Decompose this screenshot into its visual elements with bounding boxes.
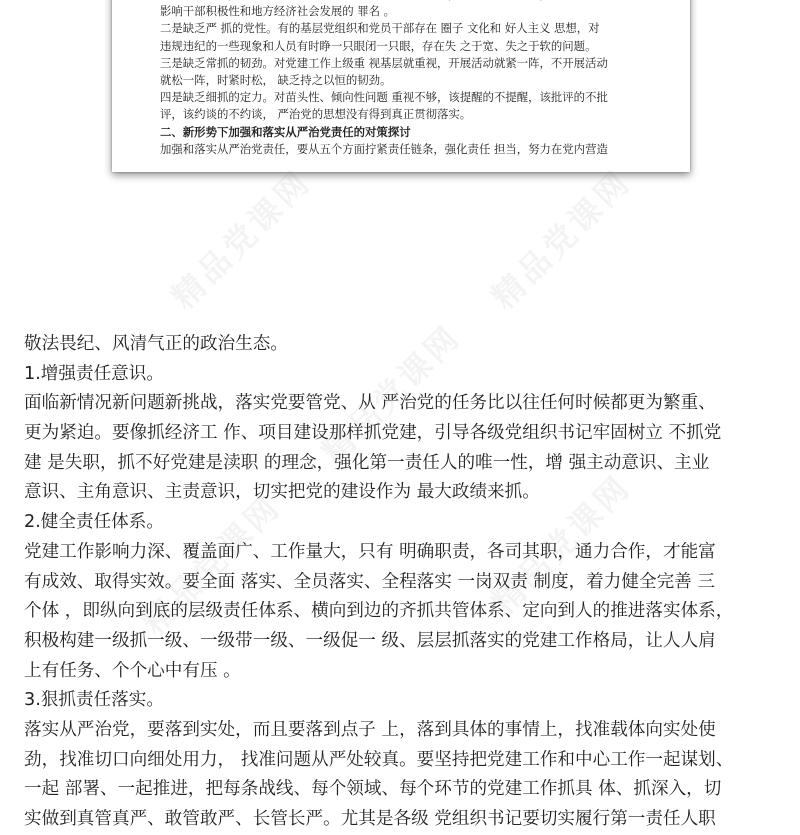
preview-line: 四是缺乏细抓的定力。对苗头性、倾向性问题 重视不够，该提醒的不提醒，该批评的不批	[160, 90, 608, 105]
body-line: 积极构建一级抓一级、一级带一级、一级促一 级、层层抓落实的党建工作格局，让人人肩	[24, 630, 716, 651]
body-line: 劲，找准切口向细处用力， 找准问题从严处较真。要坚持把党建工作和中心工作一起谋划、	[24, 749, 734, 770]
preview-section-heading: 二、新形势下加强和落实从严治党责任的对策探讨	[160, 124, 411, 139]
page-preview-card	[112, 0, 690, 172]
watermark: 精品党课网	[484, 467, 639, 622]
body-line: 意识、主角意识、主责意识，切实把党的建设作为 最大政绩来抓。	[24, 482, 540, 503]
preview-line: 就松一阵，时紧时松， 缺乏持之以恒的韧劲。	[160, 72, 392, 87]
watermark: 精品党课网	[164, 162, 319, 317]
body-line: 上有任务、个个心中有压 。	[24, 660, 241, 681]
body-line: 更为紧迫。要像抓经济工 作、项目建设那样抓党建，引导各级党组织书记牢固树立 不抓党	[24, 423, 722, 444]
body-line: 有成效、取得实效。要全面 落实、全员落实、全程落实 一岗双责 制度，着力健全完善 三	[24, 571, 715, 592]
preview-line: 影响干部积极性和地方经济社会发展的 罪名 。	[160, 4, 396, 19]
watermark: 精品党课网	[314, 317, 469, 472]
preview-line: 违规违纪的一些现象和人员有时睁一只眼闭一只眼，存在失 之于宽、失之于软的问题。	[160, 38, 597, 53]
watermark: 精品党课网	[484, 162, 639, 317]
preview-line: 评，该约谈的不约谈， 严治党的思想没有得到真正贯彻落实。	[160, 107, 472, 122]
heading-enhance-responsibility: 1.增强责任意识。	[24, 363, 164, 384]
body-line: 落实从严治党，要落到实处，而且要落到点子 上，落到具体的事情上，找准载体向实处使	[24, 719, 716, 740]
body-line: 敬法畏纪、风清气正的政治生态。	[24, 334, 288, 354]
preview-text-block	[160, 0, 680, 158]
document-body	[24, 330, 784, 835]
watermark: 精品党课网	[134, 487, 289, 642]
preview-line: 二是缺乏严 抓的党性。有的基层党组织和党员干部存在 圈子 文化和 好人主义 思想，对	[160, 21, 600, 36]
preview-line: 加强和落实从严治党责任，要从五个方面拧紧责任链条，强化责任 担当，努力在党内营造	[160, 141, 608, 156]
preview-line: 三是缺乏常抓的韧劲。对党建工作上级重 视基层就重视，开展活动就紧一阵，不开展活动	[160, 55, 608, 70]
body-line: 个体 ，即纵向到底的层级责任体系、横向到边的齐抓共管体系、定向到人的推进落实体系，	[24, 601, 734, 622]
body-line: 建 是失职，抓不好党建是渎职 的理念，强化第一责任人的唯一性，增 强主动意识、主业	[24, 452, 710, 473]
body-line: 一起 部署、一起推进，把每条战线、每个领域、每个环节的党建工作抓具 体、抓深入，切	[24, 779, 722, 800]
body-line: 党建工作影响力深、覆盖面广、工作量大，只有 明确职责，各司其职，通力合作，才能富	[24, 541, 716, 562]
body-line: 实做到真管真严、敢管敢严、长管长严。尤其是各级 党组织书记要切实履行第一责任人职	[24, 809, 716, 829]
heading-responsibility-system: 2.健全责任体系。	[24, 512, 164, 533]
heading-implement-responsibility: 3.狠抓责任落实。	[24, 690, 164, 711]
body-line: 面临新情况新问题新挑战，落实党要管党、从 严治党的任务比以往任何时候都更为繁重、	[24, 393, 716, 414]
